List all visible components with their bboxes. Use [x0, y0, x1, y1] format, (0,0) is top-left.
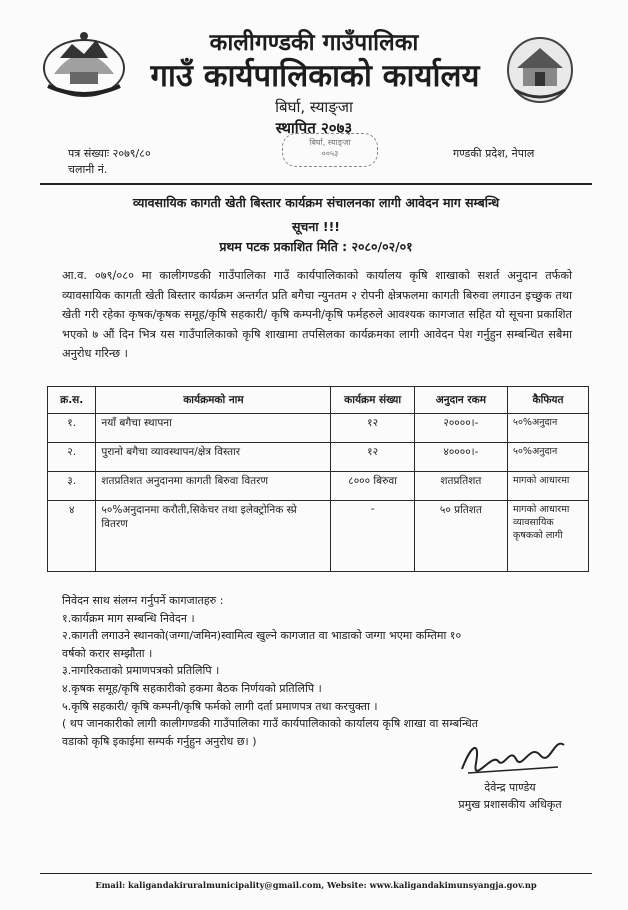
- list-item: ४.कृषक समूह/कृषि सहकारीको हकमा बैठक निर्णयको प्रतिलिपि ।: [62, 681, 322, 695]
- signature-icon: [458, 733, 568, 777]
- header-serial: क्र.स.: [48, 387, 96, 414]
- cell-grant-amount: शतप्रतिशत: [414, 472, 507, 501]
- list-item: ५.कृषि सहकारी/ कृषि कम्पनी/कृषि फर्मको लागी दर्ता प्रमाणपत्र तथा करचुक्ता ।: [62, 699, 378, 713]
- list-item: १.कार्यक्रम माग सम्बन्धि निवेदन ।: [62, 611, 195, 625]
- documents-heading: निवेदन साथ संलग्न गर्नुपर्ने कागजातहरु :: [62, 594, 224, 607]
- cell-program-name: शतप्रतिशत अनुदानमा कागती बिरुवा वितरण: [96, 472, 331, 501]
- table-row: [48, 472, 589, 501]
- cell-remarks: मागको आधारमा: [508, 472, 589, 501]
- header-program-name: कार्यक्रमको नाम: [96, 387, 331, 414]
- list-item: वर्षको करार सम्झौता ।: [62, 646, 153, 660]
- cell-program-name: ५०%अनुदानमा करौती,सिकेचर तथा इलेक्ट्रोनिक स्प्रे वितरण: [96, 501, 331, 572]
- letter-number: पत्र संख्याः २०७९/८०: [68, 147, 151, 160]
- table-row: [48, 501, 589, 572]
- office-name: गाउँ कार्यपालिकाको कार्यालय: [150, 58, 480, 94]
- program-table: [47, 386, 589, 572]
- cell-program-count: ८००० बिरुवा: [331, 472, 414, 501]
- notice-title: व्यावसायिक कागती खेती बिस्तार कार्यक्रम संचालनका लागी आवेदन माग सम्बन्धि: [132, 195, 500, 210]
- notice-body: आ.व. ०७९/०८० मा कालीगण्डकी गाउँपालिका गाउँ कार्यपालिकाको कार्यालय कृषि शाखाको सशर्त अनुदान तर्फको व्यावसायिक कागती खेती बिस्तार कार्यक्रम अन्तर्गत प्रति बगैचा न्युनतम २ रोपनी क्षेत्रफलमा कागती बिरुवा लगाउन इच्छुक तथा खेती गरी रहेका कृषक/कृषक समूह/कृषि सहकारी/ कृषि कम्पनी/कृषि फर्महरुले आवश्यक कागजात सहित यो सूचना प्रकाशित भएको ७ औं दिन भित्र यस गाउँपालिकाको कृषि शाखामा तपसिलका कार्यक्रमका लागी आवेदन पेश गर्नुहुन सम्बन्धित सबैमा अनुरोध गरिन्छ ।: [62, 269, 572, 360]
- municipality-name: कालीगण्डकी गाउँपालिका: [209, 30, 419, 56]
- cell-remarks: ५०%अनुदान: [508, 443, 589, 472]
- footer-divider: [40, 873, 592, 874]
- list-item: ( थप जानकारीको लागी कालीगण्डकी गाउँपालिका गाउँ कार्यपालिकाको कार्यालय कृषि शाखा वा सम्बन्धित: [62, 717, 479, 731]
- cell-program-count: १२: [331, 443, 414, 472]
- table-header-row: [48, 387, 589, 414]
- cell-serial: १.: [48, 414, 96, 443]
- table-row: [48, 414, 589, 443]
- cell-program-name: नयाँ बगैचा स्थापना: [96, 414, 331, 443]
- header-program-count: कार्यक्रम संख्या: [331, 387, 414, 414]
- cell-grant-amount: ४००००।-: [414, 443, 507, 472]
- list-item: वडाको कृषि इकाईमा सम्पर्क गर्नुहुन अनुरोध छ। ): [62, 734, 257, 748]
- list-item: २.कागती लगाउने स्थानको(जग्गा/जमिन)स्वामित्व खुल्ने कागजात वा भाडाको जग्गा भएमा कम्तिमा १०: [62, 629, 462, 643]
- cell-program-count: -: [331, 501, 414, 572]
- signatory: [440, 779, 580, 813]
- cell-grant-amount: ५० प्रतिशत: [414, 501, 507, 572]
- header-divider: [40, 183, 592, 185]
- cell-program-name: पुरानो बगैचा व्यावस्थापन/क्षेत्र विस्तार: [96, 443, 331, 472]
- header-grant-amount: अनुदान रकम: [414, 387, 507, 414]
- cell-remarks: ५०%अनुदान: [508, 414, 589, 443]
- stamp-text: बिर्घा, स्याङ्जा ००५३: [309, 138, 351, 158]
- list-item: ३.नागरिकताको प्रमाणपत्रको प्रतिलिपि ।: [62, 664, 220, 678]
- office-address: बिर्घा, स्याङ्जा: [275, 98, 353, 116]
- required-documents: [62, 592, 582, 750]
- notice-heading: सूचना !!!: [291, 219, 341, 234]
- publish-date: प्रथम पटक प्रकाशित मिति : २०८०/०२/०१: [219, 239, 413, 254]
- province-label: गण्डकी प्रदेश, नेपाल: [453, 147, 535, 160]
- signatory-name: देवेन्द्र पाण्डेय: [484, 781, 536, 794]
- footer-contact: Email: kaligandakiruralmunicipality@gmail.com, Website: www.kaligandakimunsyangja.gov.np: [95, 880, 537, 890]
- office-stamp: [282, 133, 378, 167]
- cell-grant-amount: २००००।-: [414, 414, 507, 443]
- cell-program-count: १२: [331, 414, 414, 443]
- dispatch-number: चलानी नं.: [68, 163, 108, 176]
- cell-serial: २.: [48, 443, 96, 472]
- signatory-title: प्रमुख प्रशासकीय अधिकृत: [458, 798, 562, 811]
- established-year: स्थापित २०७३: [275, 119, 353, 137]
- table-row: [48, 443, 589, 472]
- cell-remarks: मागको आधारमा व्यावसायिक कृषकको लागी: [508, 501, 589, 572]
- cell-serial: ३.: [48, 472, 96, 501]
- header-remarks: कैफियत: [508, 387, 589, 414]
- cell-serial: ४: [48, 501, 96, 572]
